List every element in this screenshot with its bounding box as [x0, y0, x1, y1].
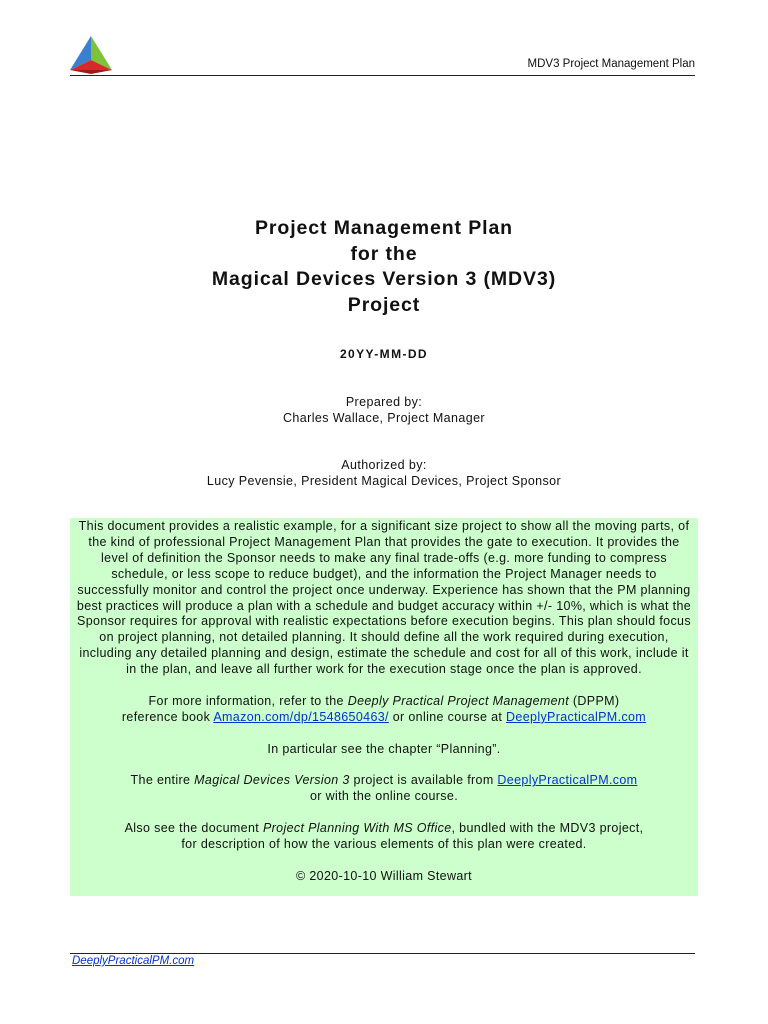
prepared-by-name: Charles Wallace, Project Manager — [283, 411, 485, 425]
note-entire-project: The entire Magical Devices Version 3 project is available from DeeplyPracticalPM.com or with the online course. — [130, 773, 638, 804]
authorized-by-name: Lucy Pevensie, President Magical Devices, Project Sponsor — [206, 474, 562, 488]
footer-link[interactable]: DeeplyPracticalPM.com — [72, 955, 195, 967]
note-copyright: © 2020-10-10 William Stewart — [295, 868, 473, 883]
info-note-box — [70, 518, 698, 896]
note-chapter-text: In particular see the chapter “Planning”. — [267, 741, 501, 756]
book-title: Deeply Practical Project Management — [347, 693, 570, 708]
authorized-by-label: Authorized by: — [341, 458, 427, 472]
dppm-course-link[interactable]: DeeplyPracticalPM.com — [506, 709, 647, 724]
note-more-info: For more information, refer to the Deeply Practical Project Management (DPPM) reference book Amazon.com/dp/1548650463/ or online course at DeeplyPracticalPM.com — [121, 693, 647, 724]
document-date: 20YY-MM-DD — [339, 347, 428, 361]
prepared-by-label: Prepared by: — [345, 395, 423, 409]
footer-divider — [70, 953, 695, 954]
authorized-by-block — [0, 457, 768, 489]
dppm-project-link[interactable]: DeeplyPracticalPM.com — [497, 773, 638, 788]
header-title: MDV3 Project Management Plan — [527, 58, 695, 70]
note-intro-paragraph: This document provides a realistic example, for a significant size project to show all the moving parts, of the kind of professional Project Management Plan that provides the gate to execution. It provides the level of definition the Sponsor needs to make any final trade-offs (e.g. more funding to compress schedule, or less scope to reduce budget), and the information the Project Manager needs to successfully monitor and control the project once underway. Experience has shown that the PM planning best practices will produce a plan with a schedule and budget accuracy within +/- 10%, which is what the Sponsor requires for approval with realistic expectations before execution begins. This plan should focus on project planning, not detailed planning. It should define all the work required during execution, including any detailed planning and design, estimate the schedule and cost for all of this work, include it in the plan, and leave all further work for the execution stage once the plan is approved. — [76, 519, 692, 677]
document-title — [0, 216, 768, 318]
title-line: for the — [350, 242, 418, 265]
project-name: Magical Devices Version 3 — [194, 773, 350, 788]
doc-title: Project Planning With MS Office — [262, 821, 452, 836]
prepared-by-block — [0, 394, 768, 426]
title-line: Magical Devices Version 3 (MDV3) — [211, 268, 557, 290]
header-divider — [70, 75, 695, 76]
amazon-link[interactable]: Amazon.com/dp/1548650463/ — [213, 709, 389, 724]
title-line: Project — [347, 293, 421, 316]
note-also-see: Also see the document Project Planning With MS Office, bundled with the MDV3 project, for description of how the various elements of this plan were created. — [124, 821, 644, 852]
logo-icon — [70, 36, 112, 74]
title-line: Project Management Plan — [254, 217, 513, 239]
